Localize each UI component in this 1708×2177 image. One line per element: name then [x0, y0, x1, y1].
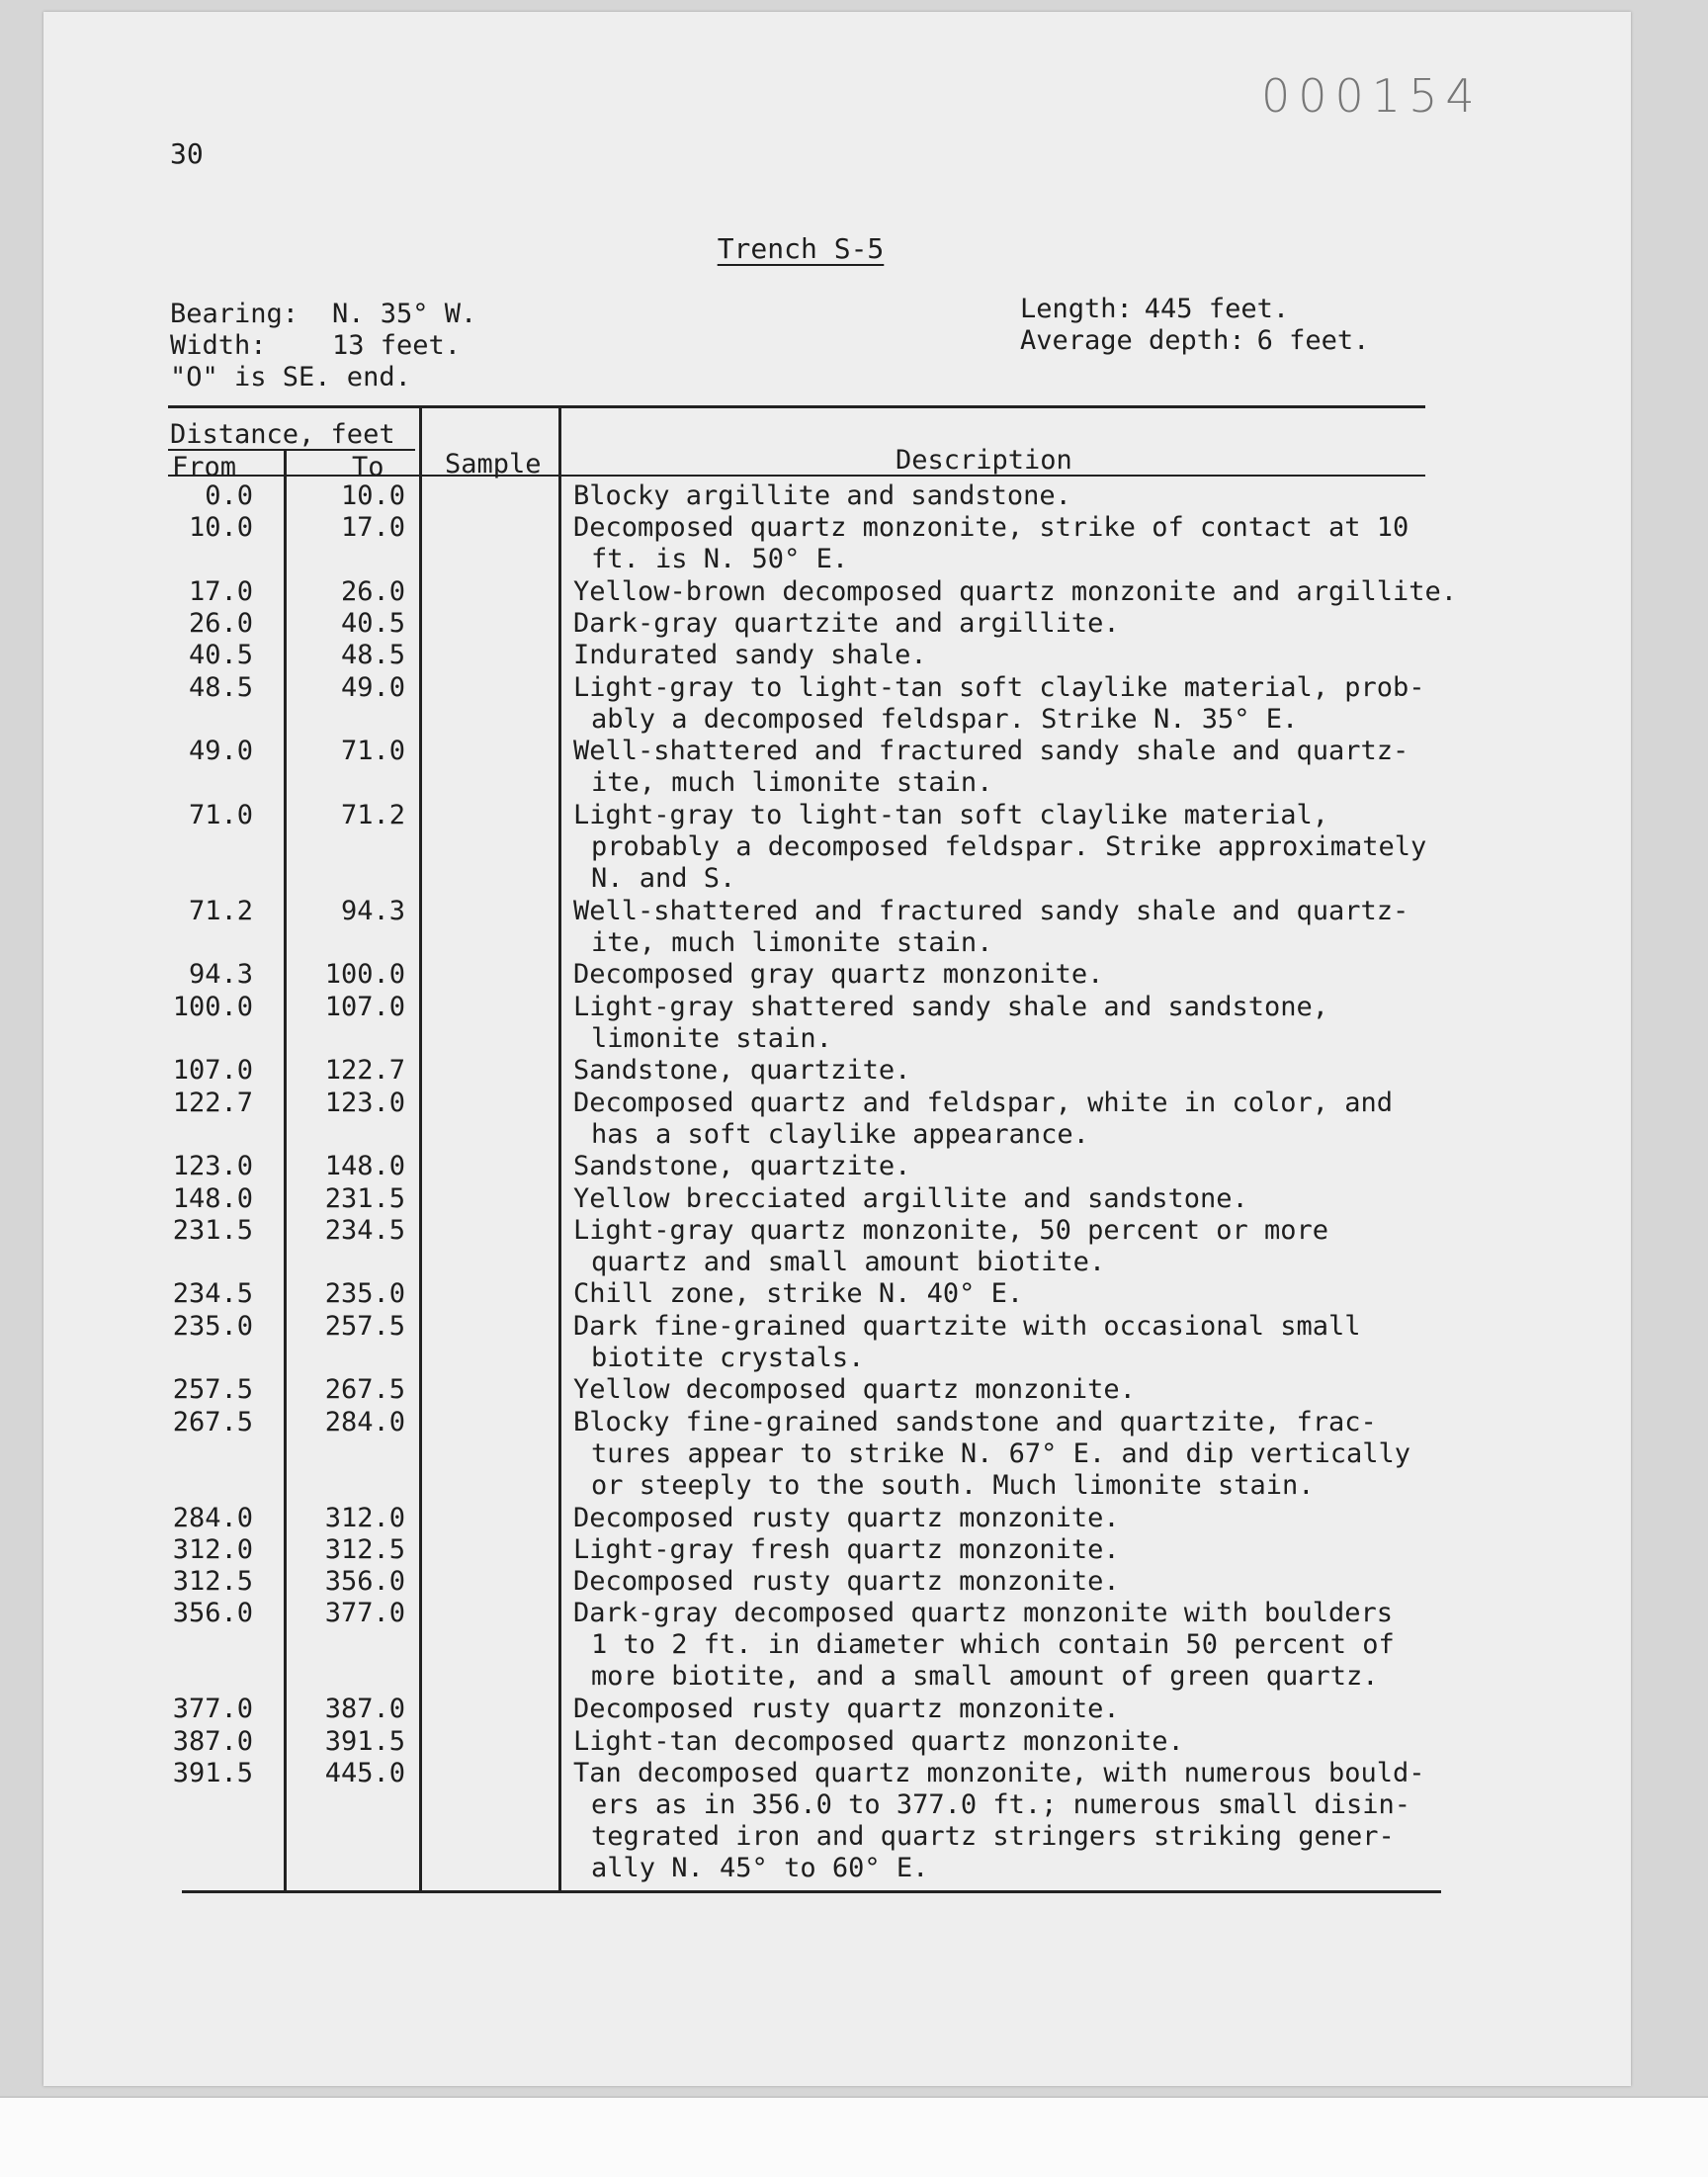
to-cell: 257.5 [324, 1310, 405, 1342]
to-column-header: To [352, 452, 384, 482]
table-row [0, 959, 1581, 991]
description-line: ft. is N. 50° E. [591, 544, 849, 575]
description-cell [573, 800, 1463, 895]
description-cell [573, 1726, 1463, 1758]
meta-key: Width: [170, 330, 267, 361]
page-title: Trench S-5 [717, 232, 885, 265]
meta-key: Bearing: [170, 299, 299, 329]
to-cell: 377.0 [324, 1598, 405, 1629]
to-cell: 10.0 [340, 480, 405, 511]
meta-value: 13 feet. [332, 330, 462, 361]
description-line: Yellow-brown decomposed quartz monzonite and argillite. [573, 575, 1458, 607]
trench-meta-right [1020, 294, 1369, 357]
meta-average-depth [1020, 325, 1369, 357]
to-cell: 267.5 [324, 1374, 405, 1406]
description-line: Light-gray shattered sandy shale and sandstone, [573, 991, 1329, 1022]
table-row [0, 640, 1581, 671]
description-line: Light-gray fresh quartz monzonite. [573, 1533, 1120, 1565]
from-cell: 71.0 [188, 799, 253, 830]
meta-key: "O" is SE. end. [170, 362, 411, 392]
to-cell: 94.3 [340, 895, 405, 926]
table-row [0, 1374, 1581, 1406]
from-cell: 148.0 [172, 1182, 253, 1214]
description-cell [573, 1311, 1463, 1374]
from-cell: 267.5 [172, 1406, 253, 1437]
description-cell [573, 1694, 1463, 1725]
description-line: Blocky argillite and sandstone. [573, 480, 1071, 511]
description-cell [573, 1374, 1463, 1406]
description-line: limonite stain. [591, 1022, 832, 1054]
description-line: Light-tan decomposed quartz monzonite. [573, 1725, 1184, 1757]
description-line: N. and S. [591, 862, 736, 894]
trench-meta-left [170, 299, 476, 393]
from-cell: 231.5 [172, 1214, 253, 1246]
distance-feet-header: Distance, feet [170, 419, 395, 450]
to-cell: 100.0 [324, 959, 405, 991]
from-cell: 391.5 [172, 1757, 253, 1788]
description-cell [573, 992, 1463, 1055]
meta-value: N. 35° W. [332, 299, 477, 329]
description-line: Decomposed gray quartz monzonite. [573, 959, 1104, 991]
description-cell [573, 896, 1463, 959]
description-line: ably a decomposed feldspar. Strike N. 35° E. [591, 703, 1299, 735]
description-line: Dark-gray decomposed quartz monzonite with boulders [573, 1598, 1394, 1629]
description-cell [573, 608, 1463, 640]
from-cell: 257.5 [172, 1374, 253, 1406]
table-row [0, 1726, 1581, 1758]
description-line: Yellow decomposed quartz monzonite. [573, 1374, 1136, 1406]
table-row [0, 1694, 1581, 1725]
from-cell: 387.0 [172, 1725, 253, 1757]
description-cell [573, 1566, 1463, 1598]
description-line: probably a decomposed feldspar. Strike approximately [591, 830, 1427, 862]
from-cell: 10.0 [188, 512, 253, 544]
to-cell: 387.0 [324, 1694, 405, 1725]
description-line: more biotite, and a small amount of green quartz. [591, 1661, 1379, 1693]
from-cell: 100.0 [172, 991, 253, 1022]
from-cell: 107.0 [172, 1055, 253, 1087]
to-cell: 356.0 [324, 1566, 405, 1598]
description-line: Light-gray quartz monzonite, 50 percent or more [573, 1214, 1329, 1246]
description-line: Light-gray to light-tan soft claylike material, prob- [573, 671, 1425, 703]
to-cell: 26.0 [340, 575, 405, 607]
description-line: tures appear to strike N. 67° E. and dip vertically [591, 1437, 1411, 1469]
description-line: Decomposed quartz monzonite, strike of contact at 10 [573, 512, 1409, 544]
description-cell [573, 1503, 1463, 1534]
description-cell [573, 959, 1463, 991]
table-row [0, 608, 1581, 640]
table-row [0, 1503, 1581, 1534]
table-row [0, 1215, 1581, 1279]
description-cell [573, 1151, 1463, 1182]
from-cell: 94.3 [188, 959, 253, 991]
table-row [0, 576, 1581, 608]
description-cell [573, 736, 1463, 799]
page-number: 30 [170, 137, 204, 170]
description-cell [573, 512, 1463, 575]
description-cell [573, 640, 1463, 671]
sample-column-header: Sample [445, 449, 542, 479]
table-top-rule [168, 405, 1425, 408]
table-row [0, 1055, 1581, 1087]
document-stamp-number: 000154 [1261, 69, 1483, 123]
bottom-margin [0, 2096, 1708, 2177]
description-line: Tan decomposed quartz monzonite, with numerous bould- [573, 1757, 1425, 1788]
to-cell: 71.0 [340, 736, 405, 767]
to-cell: 148.0 [324, 1151, 405, 1182]
meta-length [1020, 294, 1369, 325]
description-cell [573, 1407, 1463, 1502]
table-row [0, 1088, 1581, 1152]
meta-key: Average depth: [1020, 325, 1245, 356]
description-line: ite, much limonite stain. [591, 926, 993, 958]
table-row [0, 1183, 1581, 1215]
from-cell: 312.0 [172, 1533, 253, 1565]
description-line: Well-shattered and fractured sandy shale and quartz- [573, 895, 1409, 926]
description-cell [573, 1758, 1463, 1884]
meta-bearing [170, 299, 476, 330]
table-row [0, 1758, 1581, 1885]
description-line: Decomposed rusty quartz monzonite. [573, 1694, 1120, 1725]
to-cell: 312.0 [324, 1502, 405, 1533]
description-line: Decomposed rusty quartz monzonite. [573, 1502, 1120, 1533]
description-line: Chill zone, strike N. 40° E. [573, 1278, 1024, 1310]
meta-origin [170, 362, 476, 393]
description-line: or steeply to the south. Much limonite stain. [591, 1469, 1315, 1501]
description-line: Light-gray to light-tan soft claylike material, [573, 799, 1329, 830]
from-cell: 48.5 [188, 671, 253, 703]
description-line: Sandstone, quartzite. [573, 1151, 911, 1182]
description-line: Dark fine-grained quartzite with occasional small [573, 1310, 1361, 1342]
meta-key: Length: [1020, 294, 1133, 324]
description-cell [573, 1088, 1463, 1151]
from-cell: 122.7 [172, 1087, 253, 1118]
to-cell: 122.7 [324, 1055, 405, 1087]
from-cell: 49.0 [188, 736, 253, 767]
description-line: Sandstone, quartzite. [573, 1055, 911, 1087]
to-cell: 123.0 [324, 1087, 405, 1118]
from-cell: 356.0 [172, 1598, 253, 1629]
meta-value: 445 feet. [1144, 294, 1290, 324]
description-line: tegrated iron and quartz stringers striking gener- [591, 1820, 1395, 1852]
description-line: ally N. 45° to 60° E. [591, 1852, 929, 1883]
table-row [0, 672, 1581, 737]
from-cell: 26.0 [188, 608, 253, 640]
to-cell: 234.5 [324, 1214, 405, 1246]
table-bottom-rule [182, 1890, 1441, 1893]
from-cell: 234.5 [172, 1278, 253, 1310]
description-cell [573, 576, 1463, 608]
table-row [0, 896, 1581, 960]
to-cell: 48.5 [340, 640, 405, 671]
table-row [0, 800, 1581, 896]
table-row [0, 512, 1581, 576]
to-cell: 40.5 [340, 608, 405, 640]
table-row [0, 1407, 1581, 1503]
table-body [0, 480, 1581, 1885]
description-line: 1 to 2 ft. in diameter which contain 50 percent of [591, 1629, 1395, 1661]
from-cell: 40.5 [188, 640, 253, 671]
from-cell: 284.0 [172, 1502, 253, 1533]
description-line: ers as in 356.0 to 377.0 ft.; numerous small disin- [591, 1788, 1411, 1820]
to-cell: 231.5 [324, 1182, 405, 1214]
to-cell: 71.2 [340, 799, 405, 830]
description-line: Decomposed quartz and feldspar, white in color, and [573, 1087, 1394, 1118]
description-line: biotite crystals. [591, 1342, 865, 1373]
description-cell [573, 1215, 1463, 1278]
from-column-header: From [172, 452, 237, 482]
description-line: Well-shattered and fractured sandy shale and quartz- [573, 736, 1409, 767]
description-line: Yellow brecciated argillite and sandstone. [573, 1182, 1248, 1214]
meta-value: 6 feet. [1256, 325, 1370, 356]
from-cell: 312.5 [172, 1566, 253, 1598]
table-row [0, 1566, 1581, 1598]
to-cell: 235.0 [324, 1278, 405, 1310]
description-cell [573, 1598, 1463, 1693]
description-cell [573, 1534, 1463, 1566]
to-cell: 49.0 [340, 671, 405, 703]
description-line: Decomposed rusty quartz monzonite. [573, 1566, 1120, 1598]
description-cell [573, 672, 1463, 736]
to-cell: 17.0 [340, 512, 405, 544]
description-line: Indurated sandy shale. [573, 640, 927, 671]
table-row [0, 1151, 1581, 1182]
description-line: Blocky fine-grained sandstone and quartzite, frac- [573, 1406, 1377, 1437]
table-row [0, 992, 1581, 1056]
description-cell [573, 480, 1463, 512]
to-cell: 445.0 [324, 1757, 405, 1788]
description-cell [573, 1055, 1463, 1087]
description-column-header: Description [896, 445, 1072, 476]
to-cell: 284.0 [324, 1406, 405, 1437]
description-cell [573, 1278, 1463, 1310]
table-row [0, 1278, 1581, 1310]
meta-width [170, 330, 476, 362]
from-cell: 17.0 [188, 575, 253, 607]
to-cell: 107.0 [324, 991, 405, 1022]
description-line: has a soft claylike appearance. [591, 1118, 1089, 1150]
table-row [0, 1311, 1581, 1375]
table-row [0, 1534, 1581, 1566]
description-line: quartz and small amount biotite. [591, 1246, 1106, 1277]
description-line: ite, much limonite stain. [591, 767, 993, 799]
from-cell: 71.2 [188, 895, 253, 926]
description-line: Dark-gray quartzite and argillite. [573, 608, 1120, 640]
table-row [0, 1598, 1581, 1694]
description-cell [573, 1183, 1463, 1215]
from-cell: 377.0 [172, 1694, 253, 1725]
table-row [0, 736, 1581, 800]
table-row [0, 480, 1581, 512]
to-cell: 391.5 [324, 1725, 405, 1757]
from-cell: 235.0 [172, 1310, 253, 1342]
to-cell: 312.5 [324, 1533, 405, 1565]
from-cell: 123.0 [172, 1151, 253, 1182]
from-cell: 0.0 [205, 480, 253, 511]
